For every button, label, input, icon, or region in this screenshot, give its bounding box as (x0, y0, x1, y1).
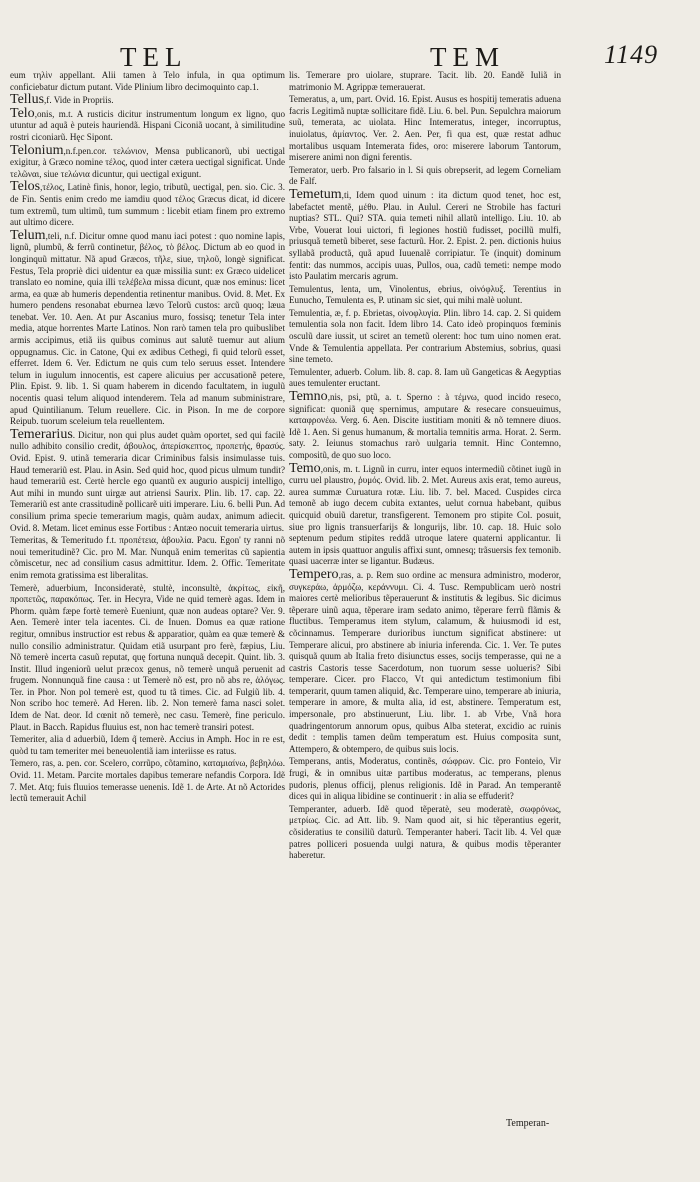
entry-text: Temeriter, alia d aduerbiũ, Idem q̃ temerè. Accius in Amph. Hoc in re est, quòd tu tam temeriter mei beneuolentiã iam interiisse es ratus. (10, 734, 285, 756)
entry-text: Temero, ras, a. pen. cor. Scelero, corrũpo, cõtamino, καταμιαίνω, βεβηλόω. Ovid. 11. Metam. Parcite mortales dapibus temerare nefandis Corpora. Idẽ 7. Met. Atq; fuis fluuios temerasse uenenis. Idẽ 1. de Arte. At nõ Actorides lectũ temerauit Achil (10, 758, 285, 804)
dictionary-entry (10, 734, 285, 757)
entry-headword: Temno (289, 389, 328, 405)
page-number: 1149 (604, 40, 659, 69)
header-left: TEL (120, 42, 188, 72)
entry-headword: Telonium (10, 142, 64, 158)
dictionary-entry (289, 367, 561, 390)
dictionary-entry (289, 308, 561, 366)
entry-text: ,nis, psi, ptũ, a. t. Sperno : à τέμνω, quod incido reseco, significat: quoniã quę spernimus, amputare & resecare consueuimus, καταφρονέω. Verg. 6. Aen. Discite iustitiam moniti & nõ temnere diuos. Idẽ 1. Aen. Si genus humanum, & mortalia temnitis arma. Horat. 2. Serm. saty. 2. Ieiunus stomachus rarò uulgaria temnit. Hinc Contemno, compositũ, de quo suo loco. (289, 392, 561, 460)
dictionary-entry (289, 756, 561, 802)
entry-text: Temulentus, lenta, um, Vinolentus, ebrius, οἰνόφλυξ. Terentius in Eunucho, Temulenta es, P. utinam sic siet, qui mihi malè uolunt. (289, 283, 561, 306)
entry-text: Temerator, uerb. Pro falsario in l. Si quis obrepserit, ad legem Corneliam de Falf. (289, 164, 561, 187)
catchword: Temperan- (506, 1118, 550, 1129)
entry-headword: Temetum (289, 186, 342, 202)
entry-headword: Temo (289, 460, 321, 476)
entry-text: Temeratus, a, um, part. Ovid. 16. Epist. Ausus es hospitij temeratis aduena facris Legitimã nuptæ sollicitare fidẽ. Liu. 6. bel. Pun. Sepulchra maiorum suũ, temerata, ac uiolata. Hinc Intemeratus, integer, incorruptus, inuiolatus, ἀμίαντος. Ver. 2. Aen. Per, fi qua est, quæ restat adhuc mortalibus usquam Intemerata fides, oro: miserere laborum Tantorum, miserere animi non digni ferentis. (289, 94, 561, 163)
entry-text: . Dicitur, non qui plus audet quàm oportet, sed qui facilè nullo adhibito consilio credit, ἀβουλος, ἀπερίσκεπτος, προπετής, θρασύς. Ovid. Epist. 9. utinã temeraria dicar Criminibus falsis insimulasse tuis. Haud temerariũ est. Plau. in Asin. Sed quid hoc, quod picus ulmum tundit? haud temerariũ est. Certè hercle ego quantũ ex augurio auspicij intelligo, Aut mihi in mundo sunt uirgæ aut atriensi Saurix. Plin. lib. 17. cap. 22. Temerariũ est ante crassitudinẽ pollicarẽ uiti imperare. Liu. 6. belli Pun. Ad consilium prima specie temerarium magis, quàm audax, animum adiecit. Ovid. 8. Metam. licet eminus esse Fortibus : Antæo nocuit temeraria uirtus. (10, 429, 285, 533)
dictionary-entry (289, 186, 561, 283)
dictionary-entry (10, 583, 285, 734)
dictionary-entry (10, 142, 285, 181)
entry-headword: Tellus (10, 92, 45, 108)
dictionary-entry (10, 758, 285, 804)
entry-headword: Temerarius (10, 426, 73, 442)
entry-text: ,teli, n.f. Dicitur omne quod manu iaci potest : quo nomine lapis, lignũ, plumbũ, & ferrũ continetur, βέλος, τὸ βέλος. Dictum ab eo quod in longinquũ mittatur. Nã apud Græcos, τῆλε, siue, τηλοῦ, longè significat. Festus, Tela propriè dici uidentur ea quæ missilia sunt: ex Græco uidelicet translato eo nomine, quia illi τελέβελα missa dicunt, quæ nos eminus: licet arma, ea quæ ab humeris dependentia retinentur manibus. Ovid. 8. Met. Ex humero pendens resonabat eburnea lævo Telorũ custos: arcũ quoq; læua tenebat. Ver. 10. Aen. At pur Ascanius muro, fossisq; tenetur Tela inter media, atque horrentes Marte Latinos. Non rarò tamen tela pro quibuslibet armis accipimus, etiã iis quibus cominus aut salutẽ tuemur aut alium oppugnamus. Cic. in Catone, Qui ex ædibus Cethegi, fi quid telorũ esset, efferret. Idem 6. Ver. Edictum ne quis cum telo seruus esset. Intendere telum in iugulum innocentis, est capere alicuius per accusationẽ petere, Plin. Epist. 9. lib. 1. Si quam haberem in dicendo facultatem, in iugulũ nocentis quasi telum aliquod intenderem. Tela ad manum subministrare, apud Quintilianum. Telum reuellere. Cic. in Pison. In me de corpore Reipub. tuorum sceleium tela reuellentem. (10, 230, 285, 427)
entry-text: ,τέλος, Latinè finis, honor, legio, tributũ, uectigal, pen. sio. Cic. 3. de Fin. Sentis enim credo me iamdiu quod τέλος Græcus dicat, id dicere tum extremũ, tum ultimũ, tum summum : licebit etiam finem pro extremo aut ultimo dicere. (10, 182, 285, 228)
entry-text: Temulenter, aduerb. Colum. lib. 8. cap. 8. Iam uũ Gangeticas & Aegyptias aues temulenter eructant. (289, 366, 561, 389)
dictionary-entry (289, 460, 561, 568)
entry-text: eum τηλὶν appellant. Alii tamen à Telo infula, in qua optimum conficiebatur dictum putant. Vide Plinium libro decimoquinto cap.1. (10, 70, 285, 92)
entry-text: Temperanter, aduerb. Idẽ quod tẽperatè, seu moderatè, σωφρόνως, μετρίως. Cic. ad Att. lib. 9. Nam quod ait, si hic tẽperantius egerit, cõsideratius te consiliũ daturũ. Temperanter haberi. Tacit lib. 4. Vel quæ patres polliceri posuenda uulgi natura, & quibus modis tẽperanter haberetur. (289, 803, 561, 861)
dictionary-entry (289, 94, 561, 164)
dictionary-entry (289, 566, 561, 756)
dictionary-entry (10, 94, 285, 107)
header-right: TEM (430, 42, 505, 72)
entry-text: ,n.f.pen.cor. τελώνιον, Mensa publicanorũ, ubi uectigal exigitur, à Græco nomine τέλος, quod inter cætera uectigal significat. Unde τελῶναι, siue τελώνια dicuntur, qui uectigal exigunt. (10, 145, 285, 179)
entry-text: Temulentia, æ, f. p. Ebrietas, οἰνοφλυγία. Plin. libro 14. cap. 2. Si quidem temulentia sola non facit. Idem libro 14. Cato ideò propinquos fœminis osculũ dare iussit, ut sciret an temetũ olerent: hoc tum uino nomen erat. Vnde & Temulentia appellata. Per contrarium Abstemius, sobrius, quasi sine temeto. (289, 307, 561, 365)
dictionary-entry (289, 70, 561, 93)
entry-text: ,onis, m.t. A rusticis dicitur instrumentum longum ex ligno, quo utuntur ad aquã è puteis hauriendã. Hispani Ciconiã uocant, à similitudine rostri ciconiarũ. Hęc Sipont. (10, 108, 285, 142)
dictionary-entry (10, 227, 285, 428)
entry-headword: Tempero (289, 566, 339, 582)
dictionary-entry (289, 391, 561, 462)
entry-text: ,f. Vide in Propriis. (44, 95, 114, 106)
running-header (0, 34, 700, 72)
dictionary-entry (289, 165, 561, 188)
dictionary-entry (289, 804, 561, 862)
left-column (10, 70, 285, 1130)
dictionary-entry (10, 426, 285, 534)
right-column (289, 70, 561, 1130)
dictionary-entry (10, 181, 285, 228)
entry-text: Temperans, antis, Moderatus, continẽs, σώφρων. Cic. pro Fonteio, Vir frugi, & in omnibus uitæ partibus moderatus, ac temperans, plenus pudoris, plenus officij, plenus religionis. Idẽ in Parad. An temperantẽ dices qui in aliqua libidine se continuerit : in alia se effuderit? (289, 756, 561, 802)
dictionary-entry (10, 70, 285, 93)
entry-text: Temeritas, & Temeritudo f.t. προπέτεια, ἀβουλία. Pacu. Egon' ty ranni nõ noui temeritudinẽ? Cic. pro M. Mar. Nunquã enim temeritas cũ sapientia cõmiscetur, nec ad consilium casus admittitur. Idem. 2. Offic. Temeritate enim remota gratissima est liberalitas. (10, 535, 285, 580)
entry-headword: Telum (10, 227, 46, 243)
entry-text: ,ras, a. p. Rem suo ordine ac mensura administro, moderor, συγκεράω, ἁρμόζω, κεράννυμι. Ci. 4. Tusc. Rempublicam uerò nostri maiores certè melioribus tẽperauerunt & institutis & legibus. Sic dicimus tẽperare uinũ aqua, tẽperare iram sedato animo, tẽperare ferrũ flãmis & fluctibus. Temperamus item stylum, calamum, & huiusmodi id est, cõcinnamus. Temperare durioribus iunctum significat abstinere: ut Temperare alicui, pro abstinere ab iniuria inferenda. Cic. 1. Ver. Te putes quisquã quum ab Italia freto disiunctus esses, socijs temperasse, qui ne a castris Castoris tesse Sacerdotum, non tuorum sesse uolueris? Sibi temperare. Cicer. pro Flacco, Vt qui antedictum testimonium fibi temperarit, quum tamen aliquid, &c. Temperare uino, temperare ab iniuria, temperare in amore, & multa alia, id est, abstinere. Temperatum est, impersonale, pro abstinuerunt, Liu. libr. 1. ab Vrbe, Vnã hora quadringentorum annorum opus, quibus Alba steterat, excidio ac ruinis dedit : templis tamen deũm temperatum est. Huius composita sunt, Attempero, & obtempero, de quibus suis locis. (289, 569, 561, 754)
entry-text: ,ti, Idem quod uinum : ita dictum quod tenet, hoc est, labefactet mentẽ, μέθυ. Plau. in Aulul. Cereri ne Strobile has facturi nuptias? STL. Qui? STA. quia temeti nihil allatũ intelligo. Liu. 10. ab Vrbe, Vouerat loui uictori, fi legiones hostiũ fudisset, pocillũ mulfi, priusquã temetũ biberet, sese facturũ. Hor. 2. Epist. 2. pen. dictionis huius syllabã productã, quã apud Iuuenalẽ corripiatur. Te (inquit) dominum fentit: das nummos, accipis uuas, Pullos, oua, cadũ temeti: nempe modo isto Paulatim mercaris agrum. (289, 189, 561, 282)
dictionary-entry (10, 535, 285, 581)
entry-text: ,onis, m. t. Lignũ in curru, inter equos intermediũ cõtinet iugũ in curru uel plaustro, ῥυμός. Ovid. lib. 2. Met. Aureus axis erat, temo aureus, aurea summæ Curuatura rotæ. Liu. lib. 7. bel. Maced. Cuspides circa temonẽ ab iugo decem cubita extantes, uelut cornua habebant, quibus quicquid obuiũ daretur, transfigerent. Temonem pro stipite Col. posuit, siue pro lignis transuerfarijs & longurijs, libr. 10. cap. 18. Huic solo septenum pedum stipites reddã utroque latere quaterni applicantur. Ii autem in ipsis quattuor angulis affixi sunt, omnesq; trãsuersis fex temonib. quasi uacerræ inter se ligantur. Budæus. (289, 463, 561, 567)
entry-text: Temerè, aduerbium, Inconsideratè, stultè, inconsultè, ἀκρίτως, εἰκῆ, προπετῶς, παρακόπως. Ter. in Hecyra, Vide ne quid temerè agas. Idem in Phorm. quàm fæpe fortè temerè Eueniunt, quæ non audeas optare? Ver. 9. Aen. Temerè inter tela iacentes. Ci. de Inuen. Domus ea quæ ratione regitur, omnibus instructior est rebus & apparatior, quàm ea quæ temerè & nullo consilio administratur. Quidam etiã usurpant pro ferè, fæpius, Liu. Nõ temerè incerta casuũ reputat, quę fortuna nunquã decepit. Quint. lib. 3. Instit. Illud ingeniorũ uelut præcox genus, nõ temerè unquã peruenit ad frugem. Nonnunquã fine causa : ut Temerè nõ est, pro nõ abs re, ἀλόγως. Ter. in Phor. Non pol temerè est, quod tu tã times. Cic. ad Fulgiũ lib. 4. Non scribo hoc temerè. Ad Heren. lib. 2. Non temerè fama nasci solet. Idem de Nat. deor. Id cœnit nõ temerè, nec casu. Temerè, fine periculo. Plaut. in Bacch. Rapidus fluuius est, non hac temerè transiri potest. (10, 582, 285, 732)
dictionary-entry (10, 105, 285, 144)
entry-text: lis. Temerare pro uiolare, stuprare. Tacit. lib. 20. Eandẽ Iuliã in matrimonio M. Agrippæ temerauerat. (289, 70, 561, 92)
entry-headword: Telos (10, 179, 41, 195)
dictionary-entry (289, 284, 561, 307)
entry-headword: Telo (10, 105, 35, 121)
